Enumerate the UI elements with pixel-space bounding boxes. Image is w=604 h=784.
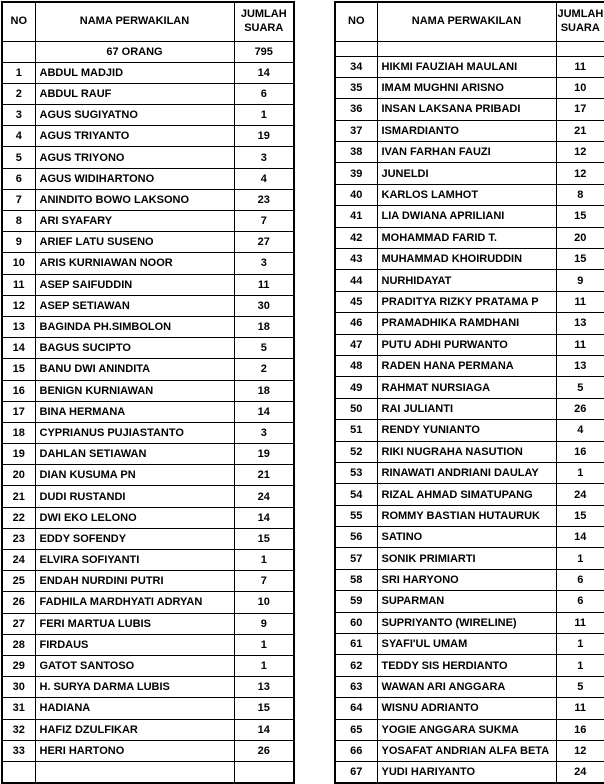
no-cell: 64: [335, 698, 377, 719]
table-row: [2, 232, 294, 253]
table-row: [335, 591, 604, 612]
no-cell: 47: [335, 334, 377, 355]
name-cell: ASEP SAIFUDDIN: [35, 274, 234, 295]
name-cell: SONIK PRIMIARTI: [377, 548, 556, 569]
summary-row: [2, 41, 294, 62]
votes-cell: 14: [234, 62, 294, 83]
votes-cell: 7: [234, 211, 294, 232]
no-cell: 20: [2, 465, 35, 486]
no-cell: 34: [335, 56, 377, 77]
table-row: [335, 505, 604, 526]
votes-cell: 24: [556, 484, 604, 505]
no-cell: 37: [335, 120, 377, 141]
votes-cell: 12: [556, 163, 604, 184]
votes-cell: 5: [234, 338, 294, 359]
no-cell: 53: [335, 462, 377, 483]
no-cell: 27: [2, 613, 35, 634]
no-cell: [335, 41, 377, 56]
no-cell: 35: [335, 77, 377, 98]
votes-cell: 23: [234, 189, 294, 210]
votes-cell: 795: [234, 41, 294, 62]
table-row: [335, 569, 604, 590]
table-row: [335, 548, 604, 569]
votes-cell: 14: [556, 527, 604, 548]
no-cell: 60: [335, 612, 377, 633]
name-cell: RIKI NUGRAHA NASUTION: [377, 441, 556, 462]
votes-cell: 8: [556, 184, 604, 205]
header-nama-perwakilan: NAMA PERWAKILAN: [35, 2, 234, 41]
votes-cell: 1: [234, 634, 294, 655]
table-row: [2, 465, 294, 486]
no-cell: 32: [2, 719, 35, 740]
name-cell: HADIANA: [35, 698, 234, 719]
table-row: [335, 762, 604, 783]
table-row: [2, 634, 294, 655]
name-cell: RAHMAT NURSIAGA: [377, 377, 556, 398]
votes-cell: 1: [556, 548, 604, 569]
table-row: [2, 211, 294, 232]
name-cell: HAFIZ DZULFIKAR: [35, 719, 234, 740]
table-row: [2, 83, 294, 104]
header-jumlah-suara: JUMLAH SUARA: [234, 2, 294, 41]
name-cell: CYPRIANUS PUJIASTANTO: [35, 422, 234, 443]
no-cell: 25: [2, 571, 35, 592]
table-row: [335, 291, 604, 312]
no-cell: 9: [2, 232, 35, 253]
table-row: [335, 313, 604, 334]
no-cell: 66: [335, 741, 377, 762]
name-cell: [35, 761, 234, 782]
table-row: [2, 528, 294, 549]
votes-cell: 14: [234, 401, 294, 422]
votes-cell: 14: [234, 719, 294, 740]
votes-cell: 12: [556, 142, 604, 163]
votes-cell: 1: [556, 634, 604, 655]
name-cell: SUPARMAN: [377, 591, 556, 612]
votes-cell: 26: [556, 398, 604, 419]
table-row: [2, 677, 294, 698]
name-cell: KARLOS LAMHOT: [377, 184, 556, 205]
table-row: [335, 77, 604, 98]
name-cell: RADEN HANA PERMANA: [377, 355, 556, 376]
votes-cell: 24: [556, 762, 604, 783]
votes-cell: 11: [556, 291, 604, 312]
name-cell: RIZAL AHMAD SIMATUPANG: [377, 484, 556, 505]
name-cell: NURHIDAYAT: [377, 270, 556, 291]
no-cell: 18: [2, 422, 35, 443]
name-cell: FADHILA MARDHYATI ADRYAN: [35, 592, 234, 613]
table-row: [335, 377, 604, 398]
name-cell: [377, 41, 556, 56]
no-cell: 43: [335, 249, 377, 270]
votes-cell: 6: [556, 569, 604, 590]
no-cell: 67: [335, 762, 377, 783]
name-cell: H. SURYA DARMA LUBIS: [35, 677, 234, 698]
no-cell: 40: [335, 184, 377, 205]
table-row: [335, 462, 604, 483]
name-cell: SYAFI'UL UMAM: [377, 634, 556, 655]
table-row: [335, 676, 604, 697]
table-row: [2, 655, 294, 676]
no-cell: 29: [2, 655, 35, 676]
no-cell: 46: [335, 313, 377, 334]
table-row: [335, 206, 604, 227]
table-row: [2, 380, 294, 401]
votes-cell: 1: [234, 655, 294, 676]
no-cell: 49: [335, 377, 377, 398]
table-row: [2, 253, 294, 274]
no-cell: 58: [335, 569, 377, 590]
table-row: [335, 163, 604, 184]
table-row: [2, 295, 294, 316]
header-no: NO: [2, 2, 35, 41]
table-row: [2, 147, 294, 168]
table-row: [335, 527, 604, 548]
votes-cell: 10: [234, 592, 294, 613]
no-cell: 63: [335, 676, 377, 697]
name-cell: DUDI RUSTANDI: [35, 486, 234, 507]
votes-cell: 11: [234, 274, 294, 295]
no-cell: [2, 41, 35, 62]
votes-cell: 17: [556, 99, 604, 120]
votes-cell: 11: [556, 698, 604, 719]
votes-cell: 19: [234, 126, 294, 147]
table-header-row: [2, 2, 294, 41]
votes-cell: 1: [556, 462, 604, 483]
table-row: [2, 507, 294, 528]
name-cell: ROMMY BASTIAN HUTAURUK: [377, 505, 556, 526]
table-row: [2, 719, 294, 740]
no-cell: 1: [2, 62, 35, 83]
votes-cell: 4: [234, 168, 294, 189]
votes-cell: 18: [234, 380, 294, 401]
table-row: [2, 698, 294, 719]
table-row: [335, 142, 604, 163]
table-row: [2, 338, 294, 359]
no-cell: 12: [2, 295, 35, 316]
no-cell: 7: [2, 189, 35, 210]
votes-cell: 21: [556, 120, 604, 141]
votes-cell: 15: [556, 206, 604, 227]
table-row: [335, 227, 604, 248]
no-cell: 5: [2, 147, 35, 168]
table-row: [2, 126, 294, 147]
votes-cell: 27: [234, 232, 294, 253]
table-row: [335, 612, 604, 633]
no-cell: 19: [2, 444, 35, 465]
table-row: [2, 592, 294, 613]
name-cell: HIKMI FAUZIAH MAULANI: [377, 56, 556, 77]
name-cell: GATOT SANTOSO: [35, 655, 234, 676]
votes-cell: 14: [234, 507, 294, 528]
votes-cell: [556, 41, 604, 56]
no-cell: 11: [2, 274, 35, 295]
vote-table-right: [334, 1, 604, 784]
no-cell: 50: [335, 398, 377, 419]
no-cell: 52: [335, 441, 377, 462]
no-cell: 65: [335, 719, 377, 740]
no-cell: 33: [2, 740, 35, 761]
table-row: [335, 741, 604, 762]
name-cell: HERI HARTONO: [35, 740, 234, 761]
table-row: [2, 189, 294, 210]
table-row: [335, 120, 604, 141]
no-cell: 59: [335, 591, 377, 612]
votes-cell: 30: [234, 295, 294, 316]
votes-cell: 9: [234, 613, 294, 634]
no-cell: 28: [2, 634, 35, 655]
votes-cell: 24: [234, 486, 294, 507]
vote-table-left: [1, 1, 295, 784]
name-cell: ANINDITO BOWO LAKSONO: [35, 189, 234, 210]
votes-cell: 1: [234, 550, 294, 571]
name-cell: BINA HERMANA: [35, 401, 234, 422]
header-jumlah-suara: JUMLAH SUARA: [556, 2, 604, 41]
table-row: [335, 398, 604, 419]
votes-cell: 7: [234, 571, 294, 592]
no-cell: 17: [2, 401, 35, 422]
votes-cell: 15: [234, 528, 294, 549]
no-cell: 51: [335, 420, 377, 441]
votes-cell: 4: [556, 420, 604, 441]
name-cell: ABDUL RAUF: [35, 83, 234, 104]
name-cell: EDDY SOFENDY: [35, 528, 234, 549]
table-body-left: [2, 41, 294, 783]
votes-cell: 15: [556, 249, 604, 270]
name-cell: ARI SYAFARY: [35, 211, 234, 232]
votes-cell: 16: [556, 719, 604, 740]
name-cell: MUHAMMAD KHOIRUDDIN: [377, 249, 556, 270]
votes-cell: 5: [556, 676, 604, 697]
table-row: [335, 184, 604, 205]
votes-cell: 10: [556, 77, 604, 98]
votes-cell: 12: [556, 741, 604, 762]
name-cell: PRADITYA RIZKY PRATAMA P: [377, 291, 556, 312]
no-cell: [2, 761, 35, 782]
name-cell: ENDAH NURDINI PUTRI: [35, 571, 234, 592]
no-cell: 45: [335, 291, 377, 312]
name-cell: LIA DWIANA APRILIANI: [377, 206, 556, 227]
votes-cell: 6: [556, 591, 604, 612]
name-cell: RENDY YUNIANTO: [377, 420, 556, 441]
table-row: [2, 105, 294, 126]
table-row: [2, 444, 294, 465]
table-row: [2, 168, 294, 189]
name-cell: MOHAMMAD FARID T.: [377, 227, 556, 248]
table-row: [2, 740, 294, 761]
votes-cell: 11: [556, 612, 604, 633]
no-cell: 31: [2, 698, 35, 719]
no-cell: 57: [335, 548, 377, 569]
name-cell: IVAN FARHAN FAUZI: [377, 142, 556, 163]
name-cell: YOGIE ANGGARA SUKMA: [377, 719, 556, 740]
votes-cell: [234, 761, 294, 782]
name-cell: SUPRIYANTO (WIRELINE): [377, 612, 556, 633]
table-row: [335, 56, 604, 77]
table-row: [2, 422, 294, 443]
votes-cell: 13: [556, 355, 604, 376]
votes-cell: 1: [234, 105, 294, 126]
name-cell: ELVIRA SOFIYANTI: [35, 550, 234, 571]
table-row: [335, 249, 604, 270]
name-cell: ISMARDIANTO: [377, 120, 556, 141]
table-row: [2, 613, 294, 634]
name-cell: YOSAFAT ANDRIAN ALFA BETA: [377, 741, 556, 762]
name-cell: AGUS TRIYANTO: [35, 126, 234, 147]
votes-cell: 11: [556, 56, 604, 77]
votes-cell: 1: [556, 655, 604, 676]
table-row: [2, 359, 294, 380]
no-cell: 10: [2, 253, 35, 274]
no-cell: 55: [335, 505, 377, 526]
header-nama-perwakilan: NAMA PERWAKILAN: [377, 2, 556, 41]
votes-cell: 15: [234, 698, 294, 719]
no-cell: 42: [335, 227, 377, 248]
no-cell: 14: [2, 338, 35, 359]
name-cell: DAHLAN SETIAWAN: [35, 444, 234, 465]
no-cell: 21: [2, 486, 35, 507]
name-cell: BENIGN KURNIAWAN: [35, 380, 234, 401]
votes-cell: 15: [556, 505, 604, 526]
no-cell: 16: [2, 380, 35, 401]
table-row: [335, 420, 604, 441]
name-cell: SATINO: [377, 527, 556, 548]
votes-cell: 13: [556, 313, 604, 334]
no-cell: 26: [2, 592, 35, 613]
name-cell: ASEP SETIAWAN: [35, 295, 234, 316]
votes-cell: 11: [556, 334, 604, 355]
votes-cell: 5: [556, 377, 604, 398]
no-cell: 13: [2, 316, 35, 337]
votes-cell: 21: [234, 465, 294, 486]
table-row: [335, 634, 604, 655]
table-row: [335, 99, 604, 120]
no-cell: 30: [2, 677, 35, 698]
no-cell: 44: [335, 270, 377, 291]
header-no: NO: [335, 2, 377, 41]
votes-cell: 2: [234, 359, 294, 380]
name-cell: IMAM MUGHNI ARISNO: [377, 77, 556, 98]
no-cell: 22: [2, 507, 35, 528]
table-row: [2, 486, 294, 507]
no-cell: 23: [2, 528, 35, 549]
name-cell: AGUS TRIYONO: [35, 147, 234, 168]
votes-cell: 6: [234, 83, 294, 104]
table-header-row: [335, 2, 604, 41]
name-cell: 67 ORANG: [35, 41, 234, 62]
votes-cell: 3: [234, 147, 294, 168]
table-row: [335, 441, 604, 462]
name-cell: YUDI HARIYANTO: [377, 762, 556, 783]
table-row: [335, 355, 604, 376]
empty-row: [335, 41, 604, 56]
votes-cell: 3: [234, 422, 294, 443]
name-cell: INSAN LAKSANA PRIBADI: [377, 99, 556, 120]
name-cell: SRI HARYONO: [377, 569, 556, 590]
table-row: [335, 719, 604, 740]
votes-cell: 20: [556, 227, 604, 248]
no-cell: 41: [335, 206, 377, 227]
name-cell: ARIEF LATU SUSENO: [35, 232, 234, 253]
name-cell: WISNU ADRIANTO: [377, 698, 556, 719]
no-cell: 3: [2, 105, 35, 126]
no-cell: 62: [335, 655, 377, 676]
no-cell: 2: [2, 83, 35, 104]
table-row: [2, 550, 294, 571]
name-cell: DIAN KUSUMA PN: [35, 465, 234, 486]
name-cell: RAI JULIANTI: [377, 398, 556, 419]
name-cell: PRAMADHIKA RAMDHANI: [377, 313, 556, 334]
name-cell: BAGINDA PH.SIMBOLON: [35, 316, 234, 337]
votes-cell: 19: [234, 444, 294, 465]
name-cell: JUNELDI: [377, 163, 556, 184]
no-cell: 48: [335, 355, 377, 376]
no-cell: 24: [2, 550, 35, 571]
no-cell: 38: [335, 142, 377, 163]
table-row: [335, 334, 604, 355]
no-cell: 15: [2, 359, 35, 380]
no-cell: 8: [2, 211, 35, 232]
name-cell: BANU DWI ANINDITA: [35, 359, 234, 380]
no-cell: 39: [335, 163, 377, 184]
votes-cell: 9: [556, 270, 604, 291]
no-cell: 54: [335, 484, 377, 505]
table-row: [2, 401, 294, 422]
name-cell: FIRDAUS: [35, 634, 234, 655]
votes-cell: 16: [556, 441, 604, 462]
table-row: [335, 270, 604, 291]
name-cell: WAWAN ARI ANGGARA: [377, 676, 556, 697]
table-body-right: [335, 41, 604, 783]
no-cell: 56: [335, 527, 377, 548]
table-row: [2, 62, 294, 83]
votes-cell: 18: [234, 316, 294, 337]
table-row: [335, 655, 604, 676]
votes-cell: 26: [234, 740, 294, 761]
empty-row: [2, 761, 294, 782]
no-cell: 36: [335, 99, 377, 120]
table-row: [2, 571, 294, 592]
no-cell: 6: [2, 168, 35, 189]
table-row: [335, 484, 604, 505]
name-cell: ABDUL MADJID: [35, 62, 234, 83]
name-cell: PUTU ADHI PURWANTO: [377, 334, 556, 355]
name-cell: AGUS WIDIHARTONO: [35, 168, 234, 189]
table-row: [2, 274, 294, 295]
no-cell: 61: [335, 634, 377, 655]
name-cell: DWI EKO LELONO: [35, 507, 234, 528]
table-row: [2, 316, 294, 337]
name-cell: AGUS SUGIYATNO: [35, 105, 234, 126]
votes-cell: 3: [234, 253, 294, 274]
table-row: [335, 698, 604, 719]
no-cell: 4: [2, 126, 35, 147]
name-cell: FERI MARTUA LUBIS: [35, 613, 234, 634]
name-cell: BAGUS SUCIPTO: [35, 338, 234, 359]
name-cell: RINAWATI ANDRIANI DAULAY: [377, 462, 556, 483]
name-cell: TEDDY SIS HERDIANTO: [377, 655, 556, 676]
name-cell: ARIS KURNIAWAN NOOR: [35, 253, 234, 274]
votes-cell: 13: [234, 677, 294, 698]
